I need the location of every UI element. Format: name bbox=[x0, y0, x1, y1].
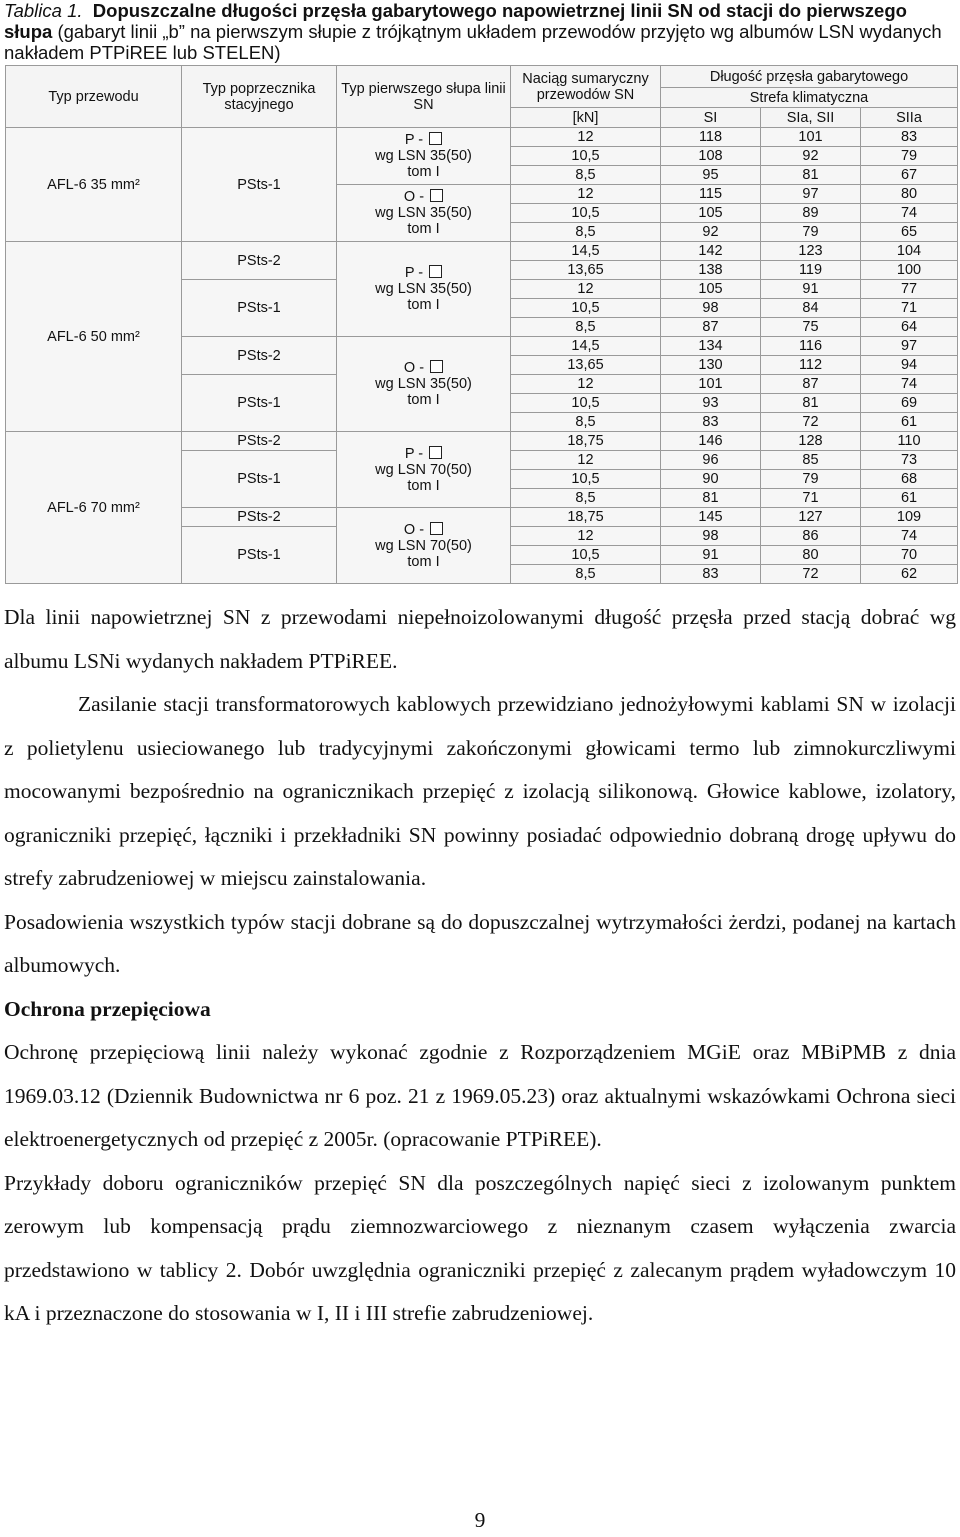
span-length-cell: 77 bbox=[861, 280, 958, 299]
pole-type-line: wg LSN 35(50) bbox=[375, 205, 472, 221]
span-length-cell: 67 bbox=[861, 166, 958, 185]
table-row bbox=[6, 242, 958, 261]
span-length-cell: 104 bbox=[861, 242, 958, 261]
pole-type-line: tom I bbox=[407, 164, 440, 180]
span-length-cell: 97 bbox=[861, 337, 958, 356]
span-length-cell: 96 bbox=[661, 451, 761, 470]
span-length-cell: 83 bbox=[861, 128, 958, 147]
crossarm-type-cell: PSts-2 bbox=[182, 432, 337, 451]
tension-cell: 14,5 bbox=[511, 337, 661, 356]
paragraph-conductors: Dla linii napowietrznej SN z przewodami niepełnoizolowanymi długość przęsła przed stacją dobrać wg albumu LSNi wydanych nakładem PTPiREE. bbox=[4, 605, 956, 673]
span-length-cell: 134 bbox=[661, 337, 761, 356]
header-tension-unit: [kN] bbox=[511, 108, 661, 128]
span-length-cell: 108 bbox=[661, 147, 761, 166]
tension-cell: 8,5 bbox=[511, 413, 661, 432]
checkbox-square-icon bbox=[430, 522, 443, 535]
span-length-cell: 81 bbox=[761, 166, 861, 185]
span-length-cell: 83 bbox=[661, 565, 761, 584]
span-length-cell: 123 bbox=[761, 242, 861, 261]
span-length-cell: 138 bbox=[661, 261, 761, 280]
pole-type-line: O - bbox=[403, 360, 425, 376]
tension-cell: 8,5 bbox=[511, 318, 661, 337]
paragraph-arrester-examples: Przykłady doboru ograniczników przepięć SN dla poszczególnych napięć sieci z izolowanym punktem zerowym lub kompensacją prądu ziemnozwarciowego z nieznanym czasem wyłączenia zwarcia przedstawiono w tablicy 2. Dobór uwzględnia ograniczniki przepięć z zalecanym prądem wyładowczym 10 kA i przeznaczone do stosowania w I, II i III strefie zabrudzeniowej. bbox=[4, 1170, 956, 1325]
span-length-cell: 70 bbox=[861, 546, 958, 565]
checkbox-square-icon bbox=[429, 265, 442, 278]
span-length-cell: 118 bbox=[661, 128, 761, 147]
header-zone-sia-sii: SIa, SII bbox=[761, 108, 861, 128]
wire-type-cell: AFL-6 50 mm² bbox=[6, 242, 182, 432]
span-length-cell: 101 bbox=[761, 128, 861, 147]
span-length-cell: 79 bbox=[761, 223, 861, 242]
checkbox-square-icon bbox=[429, 446, 442, 459]
tension-cell: 8,5 bbox=[511, 565, 661, 584]
span-length-cell: 62 bbox=[861, 565, 958, 584]
span-length-cell: 146 bbox=[661, 432, 761, 451]
caption-note: (gabaryt linii „b” na pierwszym słupie z trójkątnym układem przewodów przyjęto wg albumów LSN wydanych nakładem PTPiREE lub STELEN) bbox=[4, 21, 942, 63]
pole-type-line: P - bbox=[404, 445, 424, 462]
span-length-cell: 105 bbox=[661, 204, 761, 223]
span-length-cell: 81 bbox=[661, 489, 761, 508]
crossarm-type-cell: PSts-1 bbox=[182, 375, 337, 432]
span-length-cell: 94 bbox=[861, 356, 958, 375]
tension-cell: 14,5 bbox=[511, 242, 661, 261]
caption-title: Dopuszczalne długości przęsła gabarytowego napowietrznej linii SN od stacji do pierwszego słupa bbox=[4, 0, 907, 42]
pole-type-line: wg LSN 35(50) bbox=[375, 376, 472, 392]
pole-type-line: O - bbox=[403, 521, 425, 538]
span-length-cell: 110 bbox=[861, 432, 958, 451]
span-length-cell: 127 bbox=[761, 508, 861, 527]
header-first-pole-type: Typ pierwszego słupa linii SN bbox=[337, 66, 511, 128]
span-length-cell: 80 bbox=[761, 546, 861, 565]
span-length-cell: 100 bbox=[861, 261, 958, 280]
span-length-cell: 90 bbox=[661, 470, 761, 489]
pole-type-line: tom I bbox=[407, 553, 440, 570]
pole-type-line: O - bbox=[403, 189, 425, 205]
span-length-cell: 72 bbox=[761, 565, 861, 584]
span-length-cell: 87 bbox=[761, 375, 861, 394]
table-row bbox=[6, 128, 958, 147]
span-length-cell: 130 bbox=[661, 356, 761, 375]
header-span-length: Długość przęsła gabarytowego bbox=[661, 66, 958, 88]
pole-type-line: wg LSN 70(50) bbox=[375, 537, 472, 554]
pole-type-line: tom I bbox=[407, 221, 440, 237]
span-length-cell: 142 bbox=[661, 242, 761, 261]
span-length-cell: 116 bbox=[761, 337, 861, 356]
page-number: 9 bbox=[474, 1508, 486, 1532]
span-length-cell: 71 bbox=[761, 489, 861, 508]
span-length-cell: 93 bbox=[661, 394, 761, 413]
first-pole-type-cell bbox=[337, 432, 511, 508]
span-length-cell: 87 bbox=[661, 318, 761, 337]
header-climate-zone: Strefa klimatyczna bbox=[661, 88, 958, 108]
span-length-cell: 95 bbox=[661, 166, 761, 185]
first-pole-type-cell bbox=[337, 242, 511, 337]
span-length-cell: 109 bbox=[861, 508, 958, 527]
span-length-cell: 61 bbox=[861, 489, 958, 508]
tension-cell: 8,5 bbox=[511, 489, 661, 508]
checkbox-square-icon bbox=[429, 132, 442, 145]
table-caption bbox=[4, 0, 956, 63]
span-length-cell: 73 bbox=[861, 451, 958, 470]
span-length-cell: 101 bbox=[661, 375, 761, 394]
tension-cell: 12 bbox=[511, 128, 661, 147]
span-length-cell: 74 bbox=[861, 204, 958, 223]
span-length-table-wrap bbox=[5, 65, 957, 584]
pole-type-line: P - bbox=[404, 265, 424, 281]
span-length-cell: 115 bbox=[661, 185, 761, 204]
span-length-cell: 71 bbox=[861, 299, 958, 318]
pole-type-line: wg LSN 35(50) bbox=[375, 148, 472, 164]
paragraph-power-supply: Zasilanie stacji transformatorowych kablowych przewidziano jednożyłowymi kablami SN w izolacji z polietylenu usieciowanego lub tradycyjnymi zakończonymi głowicami termo lub zimnokurczliwymi mocowanymi bezpośrednio na ogranicznikach przepięć z izolacją silikonową. Głowice kablowe, izolatory, ograniczniki przepięć, łączniki i przekładniki SN powinny posiadać odpowiednio dobraną drogę upływu do strefy zabrudzeniowej w miejscu zainstalowania. bbox=[4, 692, 956, 890]
pole-type-line: tom I bbox=[407, 297, 440, 313]
tension-cell: 10,5 bbox=[511, 394, 661, 413]
span-length-cell: 61 bbox=[861, 413, 958, 432]
span-length-cell: 105 bbox=[661, 280, 761, 299]
span-length-cell: 92 bbox=[661, 223, 761, 242]
span-length-cell: 65 bbox=[861, 223, 958, 242]
span-length-cell: 97 bbox=[761, 185, 861, 204]
span-length-cell: 68 bbox=[861, 470, 958, 489]
section-heading-surge-protection: Ochrona przepięciowa bbox=[4, 996, 211, 1021]
header-wire-type: Typ przewodu bbox=[6, 66, 182, 128]
tension-cell: 12 bbox=[511, 185, 661, 204]
crossarm-type-cell: PSts-1 bbox=[182, 280, 337, 337]
span-length-cell: 79 bbox=[861, 147, 958, 166]
tension-cell: 10,5 bbox=[511, 546, 661, 565]
tension-cell: 12 bbox=[511, 375, 661, 394]
span-length-cell: 89 bbox=[761, 204, 861, 223]
tension-cell: 10,5 bbox=[511, 204, 661, 223]
span-length-cell: 91 bbox=[661, 546, 761, 565]
tension-cell: 18,75 bbox=[511, 432, 661, 451]
first-pole-type-cell bbox=[337, 508, 511, 584]
span-length-cell: 74 bbox=[861, 527, 958, 546]
span-length-cell: 69 bbox=[861, 394, 958, 413]
span-length-cell: 83 bbox=[661, 413, 761, 432]
paragraph-foundations: Posadowienia wszystkich typów stacji dobrane są do dopuszczalnej wytrzymałości żerdzi, podanej na kartach albumowych. bbox=[4, 909, 956, 977]
tension-cell: 8,5 bbox=[511, 223, 661, 242]
tension-cell: 10,5 bbox=[511, 299, 661, 318]
pole-type-line: P - bbox=[404, 132, 424, 148]
caption-label: Tablica 1. bbox=[4, 0, 83, 21]
tension-cell: 8,5 bbox=[511, 166, 661, 185]
header-crossarm-type: Typ poprzecznika stacyjnego bbox=[182, 66, 337, 128]
tension-cell: 12 bbox=[511, 280, 661, 299]
header-zone-si: SI bbox=[661, 108, 761, 128]
crossarm-type-cell: PSts-2 bbox=[182, 242, 337, 280]
first-pole-type-cell bbox=[337, 185, 511, 242]
first-pole-type-cell bbox=[337, 337, 511, 432]
tension-cell: 13,65 bbox=[511, 356, 661, 375]
tension-cell: 13,65 bbox=[511, 261, 661, 280]
span-length-cell: 79 bbox=[761, 470, 861, 489]
span-length-cell: 112 bbox=[761, 356, 861, 375]
tension-cell: 10,5 bbox=[511, 147, 661, 166]
span-length-cell: 86 bbox=[761, 527, 861, 546]
first-pole-type-cell bbox=[337, 128, 511, 185]
wire-type-cell: AFL-6 70 mm² bbox=[6, 432, 182, 584]
pole-type-line: wg LSN 70(50) bbox=[375, 461, 472, 478]
span-length-cell: 64 bbox=[861, 318, 958, 337]
tension-cell: 12 bbox=[511, 451, 661, 470]
tension-cell: 12 bbox=[511, 527, 661, 546]
table-row bbox=[6, 432, 958, 451]
span-length-cell: 81 bbox=[761, 394, 861, 413]
span-length-cell: 74 bbox=[861, 375, 958, 394]
header-tension: Naciąg sumaryczny przewodów SN bbox=[511, 66, 661, 108]
header-zone-siia: SIIa bbox=[861, 108, 958, 128]
crossarm-type-cell: PSts-2 bbox=[182, 337, 337, 375]
span-length-cell: 128 bbox=[761, 432, 861, 451]
body-text bbox=[4, 596, 956, 1336]
span-length-cell: 91 bbox=[761, 280, 861, 299]
tension-cell: 10,5 bbox=[511, 470, 661, 489]
span-length-cell: 98 bbox=[661, 299, 761, 318]
span-length-cell: 85 bbox=[761, 451, 861, 470]
paragraph-surge-regulation: Ochronę przepięciową linii należy wykonać zgodnie z Rozporządzeniem MGiE oraz MBiPMB z dnia 1969.03.12 (Dziennik Budownictwa nr 6 poz. 21 z 1969.05.23) oraz aktualnymi wskazówkami Ochrona sieci elektroenergetycznych od przepięć z 2005r. (opracowanie PTPiREE). bbox=[4, 1040, 956, 1151]
span-length-table bbox=[5, 65, 958, 584]
checkbox-square-icon bbox=[430, 360, 443, 373]
wire-type-cell: AFL-6 35 mm² bbox=[6, 128, 182, 242]
tension-cell: 18,75 bbox=[511, 508, 661, 527]
span-length-cell: 119 bbox=[761, 261, 861, 280]
crossarm-type-cell: PSts-2 bbox=[182, 508, 337, 527]
crossarm-type-cell: PSts-1 bbox=[182, 527, 337, 584]
span-length-cell: 72 bbox=[761, 413, 861, 432]
crossarm-type-cell: PSts-1 bbox=[182, 128, 337, 242]
checkbox-square-icon bbox=[430, 189, 443, 202]
span-length-cell: 145 bbox=[661, 508, 761, 527]
span-length-cell: 80 bbox=[861, 185, 958, 204]
pole-type-line: wg LSN 35(50) bbox=[375, 281, 472, 297]
span-length-cell: 98 bbox=[661, 527, 761, 546]
pole-type-line: tom I bbox=[407, 477, 440, 494]
span-length-cell: 92 bbox=[761, 147, 861, 166]
pole-type-line: tom I bbox=[407, 392, 440, 408]
span-length-cell: 75 bbox=[761, 318, 861, 337]
crossarm-type-cell: PSts-1 bbox=[182, 451, 337, 508]
span-length-cell: 84 bbox=[761, 299, 861, 318]
